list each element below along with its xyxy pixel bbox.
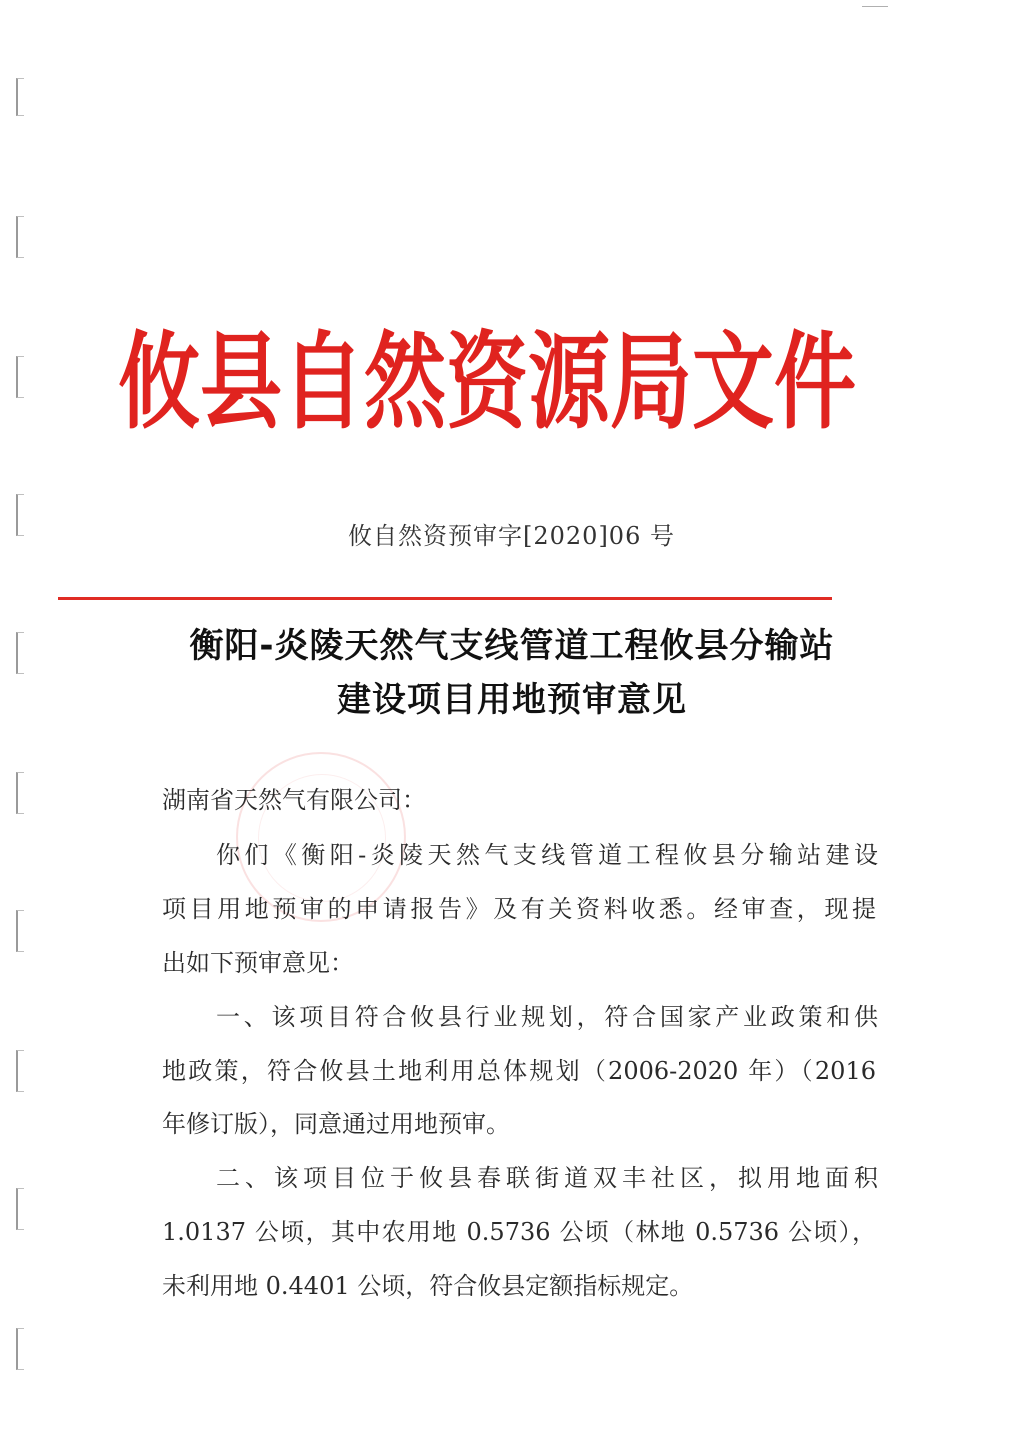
binding-mark — [16, 78, 24, 116]
binding-mark — [16, 356, 24, 398]
body-line: 一、该项目符合攸县行业规划，符合国家产业政策和供 — [216, 1003, 878, 1031]
binding-mark — [16, 1328, 24, 1370]
binding-mark — [16, 1050, 24, 1092]
document-title-line-1: 衡阳-炎陵天然气支线管道工程攸县分输站 — [189, 626, 835, 666]
body-line: 年修订版），同意通过用地预审。 — [162, 1110, 510, 1138]
scan-mark — [862, 6, 888, 7]
issuing-authority-masthead: 攸县自然资源局文件 — [118, 321, 857, 444]
document-title-line-2: 建设项目用地预审意见 — [337, 680, 687, 720]
binding-mark — [16, 772, 24, 814]
binding-mark — [16, 632, 24, 674]
body-line: 你们《衡阳-炎陵天然气支线管道工程攸县分输站建设 — [216, 841, 878, 869]
body-line: 出如下预审意见： — [162, 949, 354, 977]
recipient-line: 湖南省天然气有限公司： — [162, 786, 426, 814]
body-line: 1.0137 公顷，其中农用地 0.5736 公顷（林地 0.5736 公顷）， — [162, 1218, 876, 1246]
body-line: 二、该项目位于攸县春联街道双丰社区，拟用地面积 — [216, 1164, 878, 1192]
body-line: 项目用地预审的申请报告》及有关资料收悉。经审查，现提 — [162, 895, 876, 923]
binding-mark — [16, 216, 24, 258]
binding-mark — [16, 910, 24, 952]
red-separator-rule — [58, 597, 832, 600]
document-number: 攸自然资预审字[2020]06 号 — [348, 522, 675, 550]
body-line: 地政策，符合攸县土地利用总体规划（2006-2020 年）（2016 — [162, 1057, 876, 1085]
binding-mark — [16, 494, 24, 536]
binding-mark — [16, 1188, 24, 1230]
body-line: 未利用地 0.4401 公顷，符合攸县定额指标规定。 — [162, 1272, 694, 1300]
